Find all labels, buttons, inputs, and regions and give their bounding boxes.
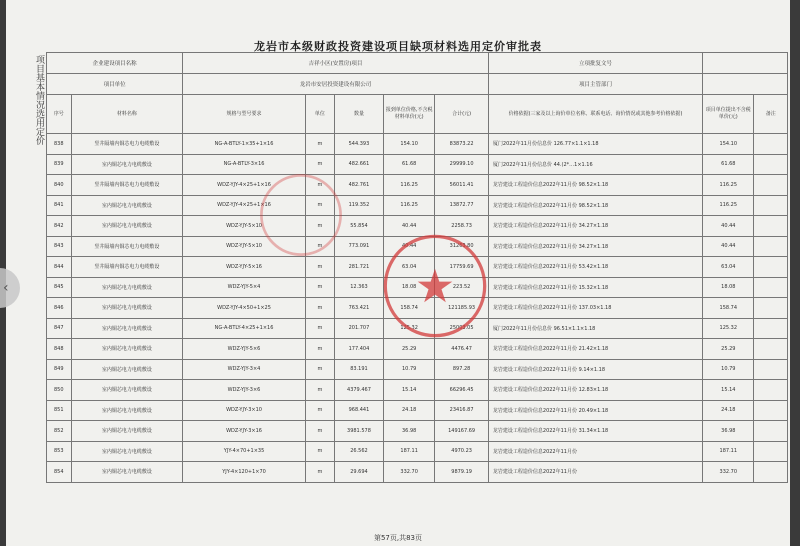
cell-name: 室内铜芯电力电缆敷设 [71,298,183,319]
cell-approved: 187.11 [703,441,754,462]
cell-spec: WDZ-YJY-4×25+1×16 [183,195,306,216]
cell-ref: 龙岩建设工程造价信息2022年11月份 137.03×1.18 [488,298,702,319]
cell-spec: WDZ-YJY-3×10 [183,400,306,421]
cell-total: 2258.73 [435,216,489,237]
cell-ref: 厦门2022年11月份信息价 126.77×1.1×1.18 [488,134,702,155]
cell-ref: 龙岩建设工程造价信息2022年11月份 34.27×1.18 [488,216,702,237]
cell-price: 63.04 [384,257,435,278]
cell-name: 竖井隔墙内铜芯电力电缆敷设 [71,134,183,155]
cell-ref: 龙岩建设工程造价信息2022年11月份 53.42×1.18 [488,257,702,278]
cell-unit: m [305,277,334,298]
cell-ref: 龙岩建设工程造价信息2022年11月份 15.32×1.18 [488,277,702,298]
cell-seq: 851 [47,400,72,421]
cell-spec: YJY-4×120+1×70 [183,462,306,483]
cell-total: 56011.41 [435,175,489,196]
cell-spec: WDZ-YJY-4×25+1×16 [183,175,306,196]
cell-unit: m [305,216,334,237]
table-row [47,134,788,155]
cell-price: 125.32 [384,318,435,339]
cell-spec: WDZ-YJY-3×6 [183,380,306,401]
cell-price: 24.18 [384,400,435,421]
cell-spec: WDZ-YJY-5×10 [183,216,306,237]
cell-spec: WDZ-YJY-5×10 [183,236,306,257]
cell-approved: 36.98 [703,421,754,442]
header-seq: 序号 [47,95,72,134]
cell-spec: WDZ-YJY-4×50+1×25 [183,298,306,319]
cell-note [754,236,788,257]
cell-seq: 841 [47,195,72,216]
header-approved: 项目单位提出不含税单价(元) [703,95,754,134]
table-row [47,339,788,360]
cell-approved: 154.10 [703,134,754,155]
cell-unit: m [305,380,334,401]
header-total: 合计(元) [435,95,489,134]
table-row [47,441,788,462]
cell-ref: 龙岩建设工程造价信息2022年11月份 [488,441,702,462]
cell-total: 31263.80 [435,236,489,257]
cell-qty: 4379.467 [334,380,383,401]
cell-approved: 40.44 [703,236,754,257]
cell-name: 室内铜芯电力电缆敷设 [71,421,183,442]
page-title: 龙岩市本级财政投资建设项目缺项材料选用定价审批表 [254,40,542,53]
faint-stamp [256,170,346,260]
cell-note [754,298,788,319]
cell-name: 室内铜芯电力电缆敷设 [71,359,183,380]
header-unit: 单位 [305,95,334,134]
cell-note [754,462,788,483]
cell-approved: 116.25 [703,175,754,196]
cell-spec: NG-A-BTLY-4×25+1×16 [183,318,306,339]
cell-qty: 482.761 [334,175,383,196]
cell-total: 29999.10 [435,154,489,175]
cell-name: 室内铜芯电力电缆敷设 [71,318,183,339]
table-row [47,195,788,216]
cell-unit: m [305,421,334,442]
cell-name: 室内铜芯电力电缆敷设 [71,216,183,237]
cell-name: 竖井隔墙内铜芯电力电缆敷设 [71,257,183,278]
cell-total: 897.28 [435,359,489,380]
cell-ref: 龙岩建设工程造价信息2022年11月份 12.83×1.18 [488,380,702,401]
cell-ref: 龙岩建设工程造价信息2022年11月份 34.27×1.18 [488,236,702,257]
cell-note [754,318,788,339]
cell-total: 149167.69 [435,421,489,442]
cell-spec: WDZ-YJY-5×6 [183,339,306,360]
cell-approved: 40.44 [703,216,754,237]
cell-unit: m [305,441,334,462]
header-spec: 规格与型号要求 [183,95,306,134]
cell-qty: 763.421 [334,298,383,319]
side-label: 项目基本情况选用定价 [34,55,44,145]
cell-name: 室内铜芯电力电缆敷设 [71,195,183,216]
cell-total: 66296.45 [435,380,489,401]
cell-price: 116.25 [384,175,435,196]
cell-note [754,175,788,196]
cell-unit: m [305,359,334,380]
cell-ref: 龙岩建设工程造价信息2022年11月份 9.14×1.18 [488,359,702,380]
cell-spec: WDZ-YJY-5×4 [183,277,306,298]
cell-ref: 龙岩建设工程造价信息2022年11月份 98.52×1.18 [488,195,702,216]
cell-seq: 852 [47,421,72,442]
cell-spec: NG-A-BTLY-1×35+1×16 [183,134,306,155]
cell-qty: 3981.578 [334,421,383,442]
cell-approved: 25.29 [703,339,754,360]
cell-seq: 853 [47,441,72,462]
cell-seq: 850 [47,380,72,401]
cell-qty: 281.721 [334,257,383,278]
cell-price: 25.29 [384,339,435,360]
cell-price: 332.70 [384,462,435,483]
header-price: 报到单位价格,不含税材料单价(元) [384,95,435,134]
cell-spec: WDZ-YJY-3×16 [183,421,306,442]
cell-ref: 龙岩建设工程造价信息2022年11月份 [488,462,702,483]
cell-seq: 846 [47,298,72,319]
table-row [47,154,788,175]
cell-ref: 龙岩建设工程造价信息2022年11月份 31.34×1.18 [488,421,702,442]
cell-seq: 843 [47,236,72,257]
cell-approved: 61.68 [703,154,754,175]
cell-note [754,339,788,360]
cell-seq: 854 [47,462,72,483]
page-footer: 第57页,共83页 [373,534,423,542]
cell-price: 61.68 [384,154,435,175]
dept-label: 项目主管部门 [488,74,702,95]
cell-price: 18.08 [384,277,435,298]
header-row [47,95,788,134]
cell-spec: WDZ-YJY-5×16 [183,257,306,278]
approval-number-label: 立项批复文号 [488,53,702,74]
cell-qty: 968.441 [334,400,383,421]
cell-seq: 838 [47,134,72,155]
cell-approved: 158.74 [703,298,754,319]
cell-total: 121185.93 [435,298,489,319]
cell-qty: 482.661 [334,154,383,175]
approval-number-value [703,53,788,74]
cell-price: 36.98 [384,421,435,442]
cell-ref: 龙岩建设工程造价信息2022年11月份 98.52×1.18 [488,175,702,196]
cell-qty: 201.707 [334,318,383,339]
info-row-unit [47,74,788,95]
cell-qty: 773.091 [334,236,383,257]
cell-price: 10.79 [384,359,435,380]
cell-total: 17759.69 [435,257,489,278]
project-name-value: 吉祥小区(安置房)项目 [183,53,489,74]
cell-ref: 厦门2022年11月份信息价 44.(2*…1×1.16 [488,154,702,175]
cell-name: 室内铜芯电力电缆敷设 [71,277,183,298]
cell-qty: 12.363 [334,277,383,298]
cell-price: 40.44 [384,236,435,257]
cell-qty: 544.393 [334,134,383,155]
cell-total: 9879.19 [435,462,489,483]
cell-note [754,400,788,421]
cell-qty: 119.352 [334,195,383,216]
cell-seq: 839 [47,154,72,175]
cell-unit: m [305,257,334,278]
cell-total: 223.52 [435,277,489,298]
info-row-project [47,53,788,74]
cell-note [754,154,788,175]
cell-note [754,195,788,216]
cell-unit: m [305,195,334,216]
cell-note [754,257,788,278]
cell-total: 25003.05 [435,318,489,339]
header-qty: 数量 [334,95,383,134]
cell-note [754,441,788,462]
cell-note [754,421,788,442]
cell-price: 187.11 [384,441,435,462]
cell-seq: 849 [47,359,72,380]
cell-seq: 845 [47,277,72,298]
cell-approved: 24.18 [703,400,754,421]
table-row [47,462,788,483]
project-unit-label: 项目单位 [47,74,183,95]
cell-name: 室内铜芯电力电缆敷设 [71,441,183,462]
cell-unit: m [305,400,334,421]
cell-name: 室内铜芯电力电缆敷设 [71,154,183,175]
cell-total: 23416.87 [435,400,489,421]
header-note: 备注 [754,95,788,134]
cell-unit: m [305,154,334,175]
cell-note [754,359,788,380]
cell-unit: m [305,339,334,360]
cell-seq: 840 [47,175,72,196]
cell-total: 13872.77 [435,195,489,216]
cell-price: 40.44 [384,216,435,237]
cell-total: 83873.22 [435,134,489,155]
cell-spec: YJY-4×70+1×35 [183,441,306,462]
project-name-label: 企业建设项目名称 [47,53,183,74]
dept-value [703,74,788,95]
cell-note [754,134,788,155]
cell-unit: m [305,175,334,196]
cell-price: 158.74 [384,298,435,319]
table-row [47,359,788,380]
table-row [47,400,788,421]
cell-seq: 847 [47,318,72,339]
cell-approved: 332.70 [703,462,754,483]
cell-spec: WDZ-YJY-3×4 [183,359,306,380]
document-page [6,0,790,546]
cell-note [754,216,788,237]
cell-qty: 83.191 [334,359,383,380]
table-row [47,421,788,442]
cell-name: 室内铜芯电力电缆敷设 [71,462,183,483]
header-name: 材料名称 [71,95,183,134]
cell-approved: 125.32 [703,318,754,339]
cell-name: 竖井隔墙内铜芯电力电缆敷设 [71,175,183,196]
cell-unit: m [305,318,334,339]
cell-ref: 龙岩建设工程造价信息2022年11月份 21.42×1.18 [488,339,702,360]
cell-total: 4970.23 [435,441,489,462]
cell-name: 室内铜芯电力电缆敷设 [71,400,183,421]
cell-approved: 63.04 [703,257,754,278]
cell-unit: m [305,298,334,319]
cell-seq: 848 [47,339,72,360]
cell-spec: NG-A-BTLY-3×16 [183,154,306,175]
cell-qty: 26.562 [334,441,383,462]
cell-unit: m [305,134,334,155]
cell-qty: 55.854 [334,216,383,237]
cell-approved: 10.79 [703,359,754,380]
company-seal [381,232,489,340]
cell-qty: 29.694 [334,462,383,483]
cell-qty: 177.404 [334,339,383,360]
cell-price: 15.14 [384,380,435,401]
cell-total: 4476.47 [435,339,489,360]
cell-name: 竖井隔墙内铜芯电力电缆敷设 [71,236,183,257]
cell-name: 室内铜芯电力电缆敷设 [71,380,183,401]
cell-seq: 842 [47,216,72,237]
chevron-left-icon[interactable]: ‹ [0,268,20,308]
header-ref: 价格依据(三家及以上询价单位名称、联系电话、询价情况或其他参考价格依据) [488,95,702,134]
cell-name: 室内铜芯电力电缆敷设 [71,339,183,360]
cell-approved: 15.14 [703,380,754,401]
cell-approved: 18.08 [703,277,754,298]
cell-price: 116.25 [384,195,435,216]
cell-note [754,277,788,298]
cell-price: 154.10 [384,134,435,155]
cell-approved: 116.25 [703,195,754,216]
cell-ref: 厦门2022年11月份信息价 96.51×1.1×1.18 [488,318,702,339]
table-row [47,175,788,196]
cell-unit: m [305,462,334,483]
cell-seq: 844 [47,257,72,278]
table-row [47,380,788,401]
project-unit-value: 龙岩市安居投资建设有限公司 [183,74,489,95]
cell-note [754,380,788,401]
cell-unit: m [305,236,334,257]
cell-ref: 龙岩建设工程造价信息2022年11月份 20.49×1.18 [488,400,702,421]
